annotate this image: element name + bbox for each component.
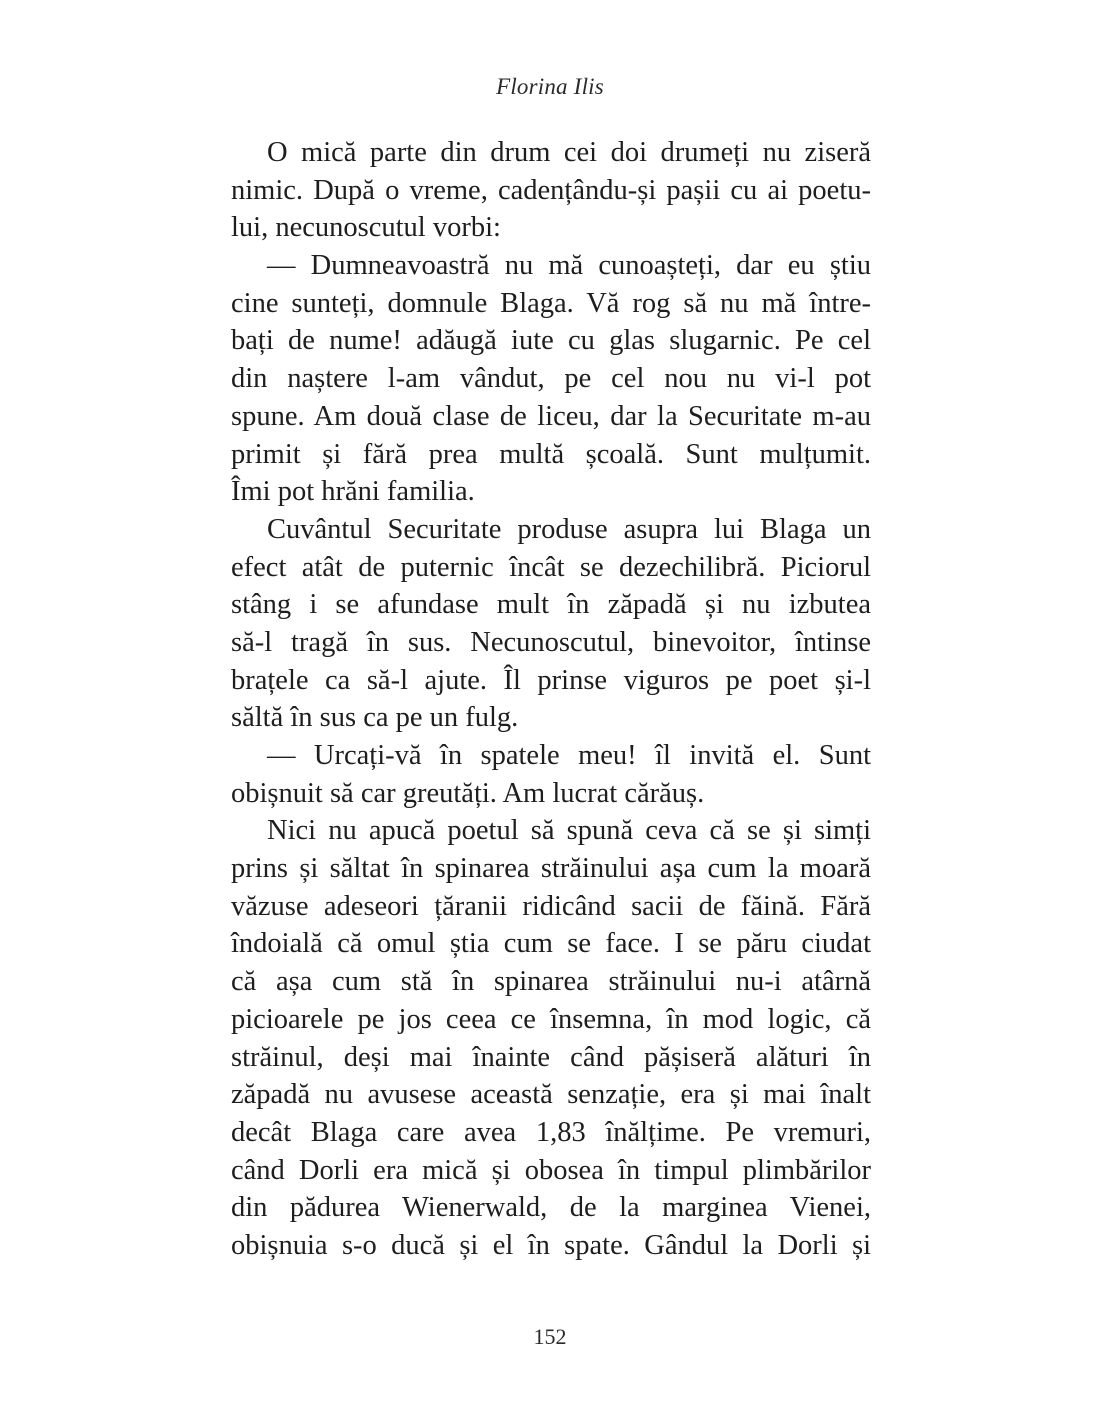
- page-number: 152: [533, 1324, 567, 1349]
- paragraph: [231, 812, 871, 1264]
- text-line: străinul, deși mai înainte când pășiseră alături în: [231, 1041, 871, 1073]
- paragraph: [231, 134, 871, 247]
- text-line: prins și săltat în spinarea străinului așa cum la moară: [231, 853, 871, 885]
- text-line: zăpadă nu avusese această senzație, era și mai înalt: [231, 1079, 871, 1111]
- text-line: bați de nume! adăugă iute cu glas slugarnic. Pe cel: [231, 325, 871, 357]
- running-header: Florina Ilis: [496, 74, 604, 99]
- text-line: văzuse adeseori țăranii ridicând sacii de făină. Fără: [231, 890, 871, 922]
- text-line: din pădurea Wienerwald, de la marginea Vienei,: [231, 1192, 871, 1224]
- text-line: cine sunteți, domnule Blaga. Vă rog să nu mă între-: [231, 287, 871, 319]
- text-line: obișnuia s-o ducă și el în spate. Gândul la Dorli și: [231, 1229, 871, 1261]
- dialogue-paragraph: [231, 737, 871, 812]
- text-line: efect atât de puternic încât se dezechilibră. Piciorul: [231, 551, 871, 583]
- text-line: că așa cum stă în spinarea străinului nu-i atârnă: [231, 966, 871, 998]
- text-line: spune. Am două clase de liceu, dar la Securitate m-au: [231, 400, 871, 432]
- text-line: lui, necunoscutul vorbi:: [231, 212, 501, 244]
- text-line: decât Blaga care avea 1,83 înălțime. Pe vremuri,: [231, 1116, 871, 1148]
- text-line: brațele ca să-l ajute. Îl prinse viguros pe poet și-l: [231, 664, 871, 696]
- text-line: obișnuit să car greutăți. Am lucrat cărăuș.: [231, 777, 705, 809]
- text-line: din naștere l-am vândut, pe cel nou nu vi-l pot: [231, 363, 871, 395]
- body-text: [231, 134, 871, 1265]
- paragraph: [231, 511, 871, 737]
- text-line: Cuvântul Securitate produse asupra lui Blaga un: [267, 513, 871, 545]
- text-line: stâng i se afundase mult în zăpadă și nu izbutea: [231, 589, 871, 621]
- text-line: picioarele pe jos ceea ce însemna, în mod logic, că: [231, 1003, 871, 1035]
- text-line: primit și fără prea multă școală. Sunt mulțumit.: [231, 438, 871, 470]
- text-line: Îmi pot hrăni familia.: [231, 476, 475, 508]
- dialogue-paragraph: [231, 247, 871, 511]
- text-line: când Dorli era mică și obosea în timpul plimbărilor: [231, 1154, 871, 1186]
- text-line: — Urcați-vă în spatele meu! îl invită el. Sunt: [267, 740, 871, 771]
- text-line: nimic. După o vreme, cadențându-și pașii cu ai poetu-: [231, 174, 871, 206]
- text-line: Nici nu apucă poetul să spună ceva că se și simți: [267, 815, 871, 847]
- text-line: — Dumneavoastră nu mă cunoașteți, dar eu știu: [267, 250, 871, 282]
- text-line: să-l tragă în sus. Necunoscutul, binevoitor, întinse: [231, 626, 871, 658]
- text-line: săltă în sus ca pe un fulg.: [231, 702, 519, 734]
- text-line: O mică parte din drum cei doi drumeți nu ziseră: [267, 137, 871, 168]
- text-line: îndoială că omul știa cum se face. I se păru ciudat: [231, 928, 871, 960]
